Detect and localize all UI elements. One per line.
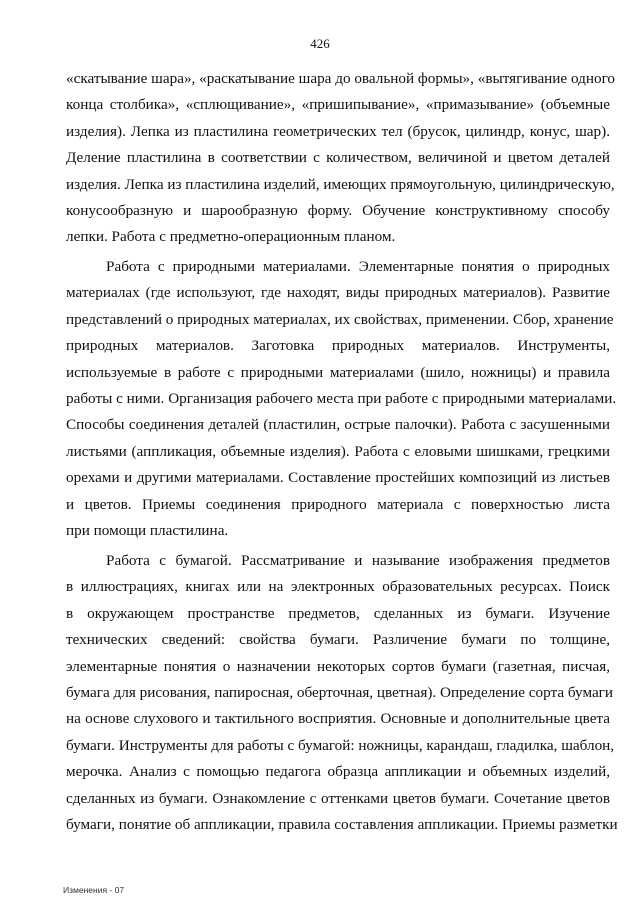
text-line: Деление пластилина в соответствии с количеством, величиной и цветом деталей [66,149,610,167]
text-line: материалах (где используют, где находят, виды природных материалов). Развитие [66,284,610,302]
text-line: конусообразную и шарообразную форму. Обучение конструктивному способу [66,201,610,219]
text-line: бумаги. Инструменты для работы с бумагой: ножницы, карандаш, гладилка, шаблон, [66,736,615,754]
text-line: изделия. Лепка из пластилина изделий, имеющих прямоугольную, цилиндрическую, [66,175,615,193]
text-line: и цветов. Приемы соединения природного материала с поверхностью листа [66,495,610,513]
text-line: листьями (аппликация, объемные изделия). Работа с еловыми шишками, грецкими [66,442,610,460]
text-line: элементарные понятия о назначении некоторых сортов бумаги (газетная, писчая, [66,657,610,675]
text-line: мерочка. Анализ с помощью педагога образца аппликации и объемных изделий, [66,763,610,781]
text-line: в окружающем пространстве предметов, сделанных из бумаги. Изучение [66,604,610,622]
footer-revision-note: Изменения - 07 [63,885,125,895]
text-line: орехами и другими материалами. Составление простейших композиций из листьев [66,469,610,487]
text-line: Работа с природными материалами. Элементарные понятия о природных [106,258,610,275]
text-line: работы с ними. Организация рабочего места при работе с природными материалами. [66,389,617,407]
paragraph-modeling-clay [66,66,616,251]
paragraph-paper-work [66,548,618,838]
text-line: используемые в работе с природными материалами (шило, ножницы) и правила [66,363,610,381]
text-line: Способы соединения деталей (пластилин, острые палочки). Работа с засушенными [66,416,610,434]
text-line: природных материалов. Заготовка природных материалов. Инструменты, [66,337,610,355]
text-line: изделия). Лепка из пластилина геометрических тел (брусок, цилиндр, конус, шар). [66,122,610,140]
text-line: представлений о природных материалах, их свойствах, применении. Сбор, хранение [66,310,614,328]
text-line: «скатывание шара», «раскатывание шара до овальной формы», «вытягивание одного [66,70,616,87]
text-line: конца столбика», «сплющивание», «пришипывание», «примазывание» (объемные [66,96,610,114]
paragraph-natural-materials [66,254,617,544]
text-line: в иллюстрациях, книгах или на электронных образовательных ресурсах. Поиск [66,578,610,596]
text-line: на основе слухового и тактильного восприятия. Основные и дополнительные цвета [66,710,610,728]
text-line: при помощи пластилина. [66,521,229,539]
text-line: лепки. Работа с предметно-операционным планом. [66,228,396,246]
text-line: технических сведений: свойства бумаги. Различение бумаги по толщине, [66,631,610,649]
text-line: бумаги, понятие об аппликации, правила составления аппликации. Приемы разметки [66,815,618,833]
text-line: Работа с бумагой. Рассматривание и называние изображения предметов [106,552,610,569]
page-number: 426 [310,36,330,51]
text-line: сделанных из бумаги. Ознакомление с оттенками цветов бумаги. Сочетание цветов [66,789,610,807]
text-line: бумага для рисования, папиросная, оберточная, цветная). Определение сорта бумаги [66,683,614,701]
